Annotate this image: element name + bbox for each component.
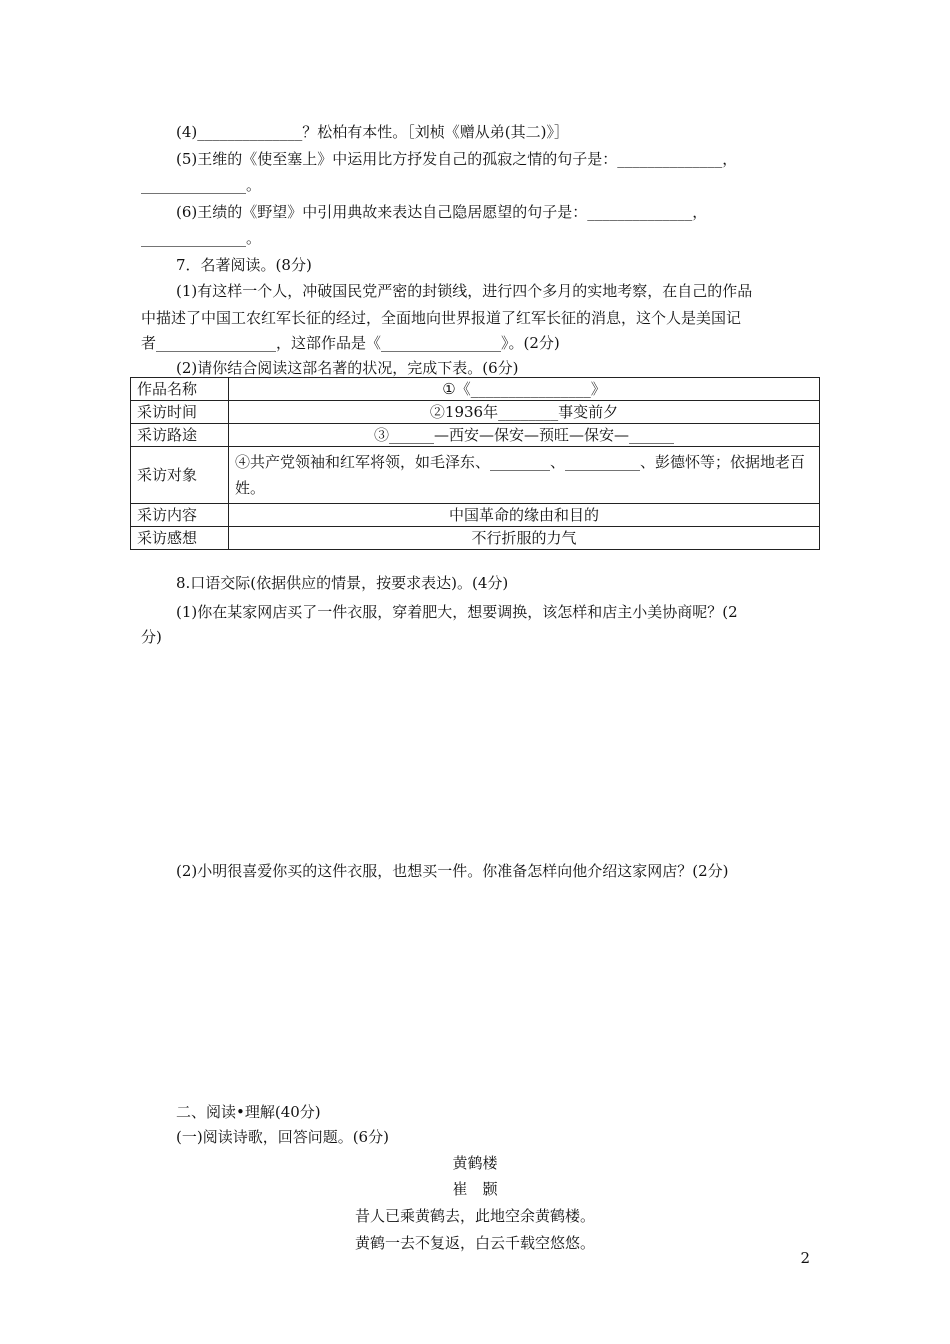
table-row: [131, 504, 820, 527]
q8-title: 8.口语交际(依据供应的情景，按要求表达)。(4分): [176, 574, 509, 592]
q6-item4: (4)______________？松柏有本性。［刘桢《赠从弟(其二)》］: [176, 123, 569, 141]
table-value: 不行折服的力气: [229, 527, 820, 550]
q6-item6-line2: ______________。: [141, 229, 262, 247]
table-key: 采访感想: [131, 527, 229, 550]
table-value: ②1936年________事变前夕: [229, 401, 820, 424]
q8-p2: (2)小明很喜爱你买的这件衣服，也想买一件。你准备怎样向他介绍这家网店？(2分): [176, 862, 729, 880]
page-number: 2: [800, 1249, 810, 1267]
table-key: 采访内容: [131, 504, 229, 527]
table-value: ④共产党领袖和红军将领，如毛泽东、________、__________、彭德怀等；依据地老百姓。: [229, 447, 820, 504]
q7-p1-line1: (1)有这样一个人，冲破国民党严密的封锁线，进行四个多月的实地考察，在自己的作品: [176, 282, 753, 300]
table-row: [131, 378, 820, 401]
poem-line-1: 昔人已乘黄鹤去，此地空余黄鹤楼。: [354, 1207, 595, 1225]
table-key: 采访路途: [131, 424, 229, 447]
table-value: 中国革命的缘由和目的: [229, 504, 820, 527]
q6-item5-line2: ______________。: [141, 176, 262, 194]
q6-item6-line1: (6)王绩的《野望》中引用典故来表达自己隐居愿望的句子是：______________，: [176, 203, 708, 221]
table-row: [131, 527, 820, 550]
table-row: [131, 424, 820, 447]
q7-title: 7．名著阅读。(8分): [176, 256, 312, 274]
section2-sub: (一)阅读诗歌，回答问题。(6分): [176, 1128, 389, 1146]
table-value: ③______—西安—保安—预旺—保安—______: [229, 424, 820, 447]
q7-p1-line2: 中描述了中国工农红军长征的经过，全面地向世界报道了红军长征的消息，这个人是美国记: [141, 309, 742, 327]
q8-p1-line2: 分): [141, 628, 162, 646]
poem-title: 黄鹤楼: [452, 1154, 498, 1172]
q8-p1-line1: (1)你在某家网店买了一件衣服，穿着肥大，想要调换，该怎样和店主小美协商呢？(2: [176, 603, 738, 621]
table-value: ①《________________》: [229, 378, 820, 401]
poem-line-2: 黄鹤一去不复返，白云千载空悠悠。: [354, 1234, 595, 1252]
q7-p2: (2)请你结合阅读这部名著的状况，完成下表。(6分): [176, 359, 519, 377]
book-info-table: [130, 377, 820, 550]
q7-p1-line3: 者________________，这部作品是《________________》。(2分): [141, 334, 560, 352]
table-row: [131, 447, 820, 504]
poem-author: 崔 颢: [452, 1180, 498, 1198]
table-key: 采访对象: [131, 447, 229, 504]
table-key: 采访时间: [131, 401, 229, 424]
table-key: 作品名称: [131, 378, 229, 401]
table-row: [131, 401, 820, 424]
section2-title: 二、阅读•理解(40分): [176, 1103, 321, 1121]
q6-item5-line1: (5)王维的《使至塞上》中运用比方抒发自己的孤寂之情的句子是：______________，: [176, 150, 738, 168]
